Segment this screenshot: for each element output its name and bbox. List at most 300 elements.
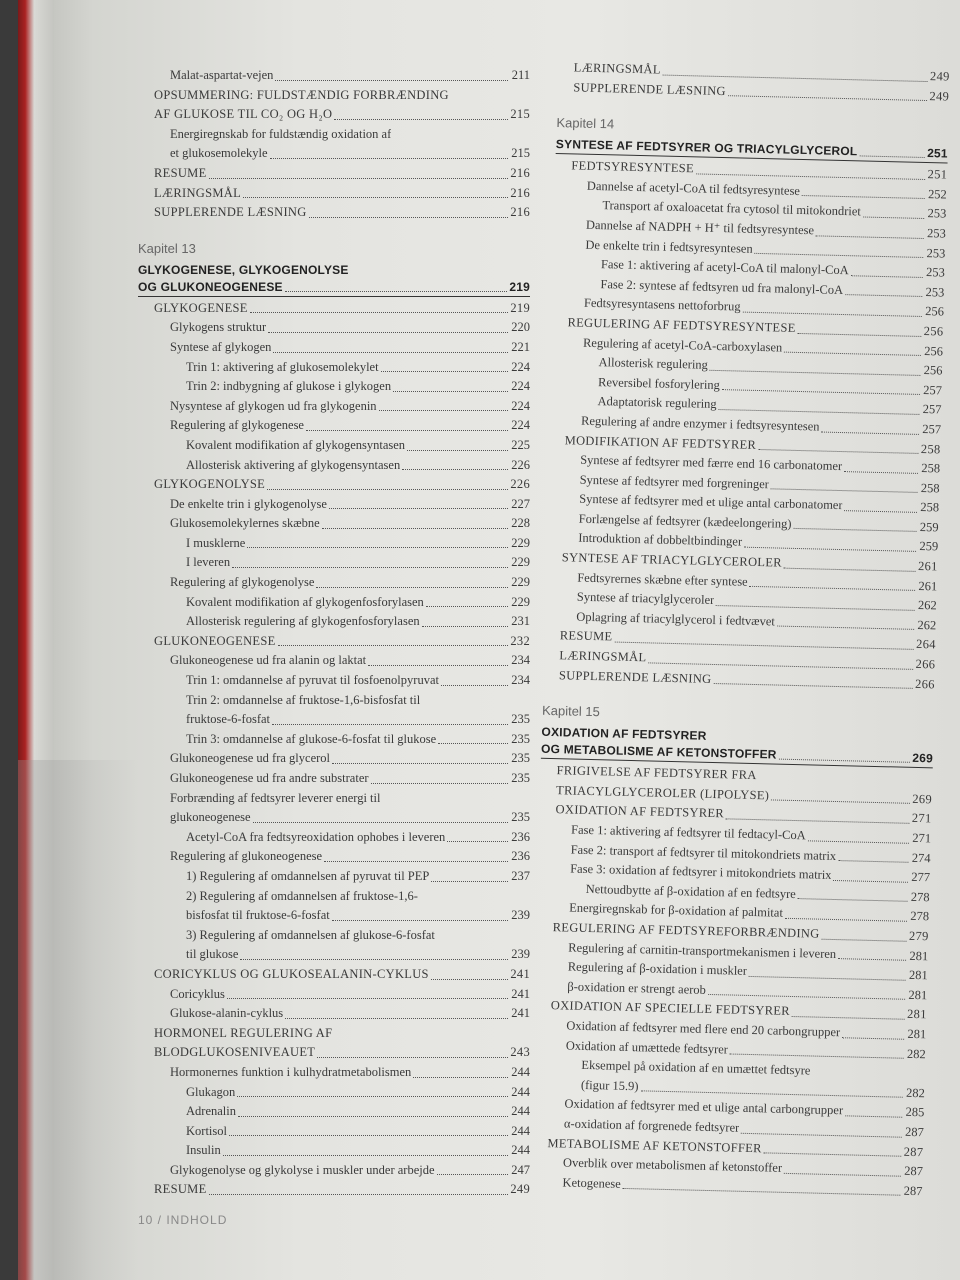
toc-leader-dots	[247, 547, 508, 548]
toc-entry-title: Kovalent modifikation af glykogenfosforylasen	[186, 594, 424, 609]
toc-entry-title: Adaptatorisk regulering	[597, 394, 717, 412]
toc-entry-title: Oplagring af triacylglycerol i fedtvævet	[576, 609, 776, 629]
toc-entry-title: REGULERING AF FEDTSYRESYNTESE	[567, 315, 796, 335]
toc-entry-title: Glukose-alanin-cyklus	[170, 1006, 284, 1021]
toc-entry-title: bisfosfat til fruktose-6-fosfat	[186, 908, 330, 923]
toc-entry-title: Eksempel på oxidation af en umættet fedtsyre	[581, 1057, 811, 1078]
toc-entry	[138, 789, 530, 809]
toc-entry-page: 281	[908, 968, 928, 983]
toc-leader-dots	[393, 391, 508, 392]
toc-entry-title: Glukoneogenese ud fra glycerol	[170, 751, 331, 766]
toc-entry	[138, 66, 530, 86]
toc-leader-dots	[273, 352, 508, 353]
toc-leader-dots	[438, 743, 508, 744]
toc-entry-page: 229	[511, 594, 530, 609]
toc-left-column	[138, 66, 530, 1200]
toc-entry-title: Kortisol	[186, 1123, 227, 1138]
toc-entry-title: De enkelte trin i fedtsyresyntesen	[585, 237, 753, 256]
toc-leader-dots	[623, 1188, 901, 1196]
toc-leader-dots	[802, 195, 925, 199]
toc-entry-title: Fedtsyresyntasens nettoforbrug	[583, 296, 741, 314]
toc-entry-title: et glukosemolekyle	[170, 146, 268, 161]
toc-entry-title: β-oxidation er strengt aerob	[567, 979, 707, 997]
toc-right-top-entries	[557, 58, 950, 107]
toc-entry-title: SYNTESE AF TRIACYLGLYCEROLER	[561, 550, 783, 570]
toc-entry-title: BLODGLUKOSENIVEAUET	[154, 1045, 316, 1060]
toc-entry-title: α-oxidation af forgrenede fedtsyrer	[563, 1116, 740, 1135]
toc-entry-page: 225	[511, 437, 530, 452]
toc-entry	[138, 553, 530, 573]
chapter-14-title: SYNTESE AF FEDTSYRER OG TRIACYLGLYCEROL	[555, 137, 858, 159]
toc-leader-dots	[784, 352, 921, 356]
toc-entry-page: 259	[919, 519, 939, 535]
toc-leader-dots	[285, 1018, 508, 1019]
toc-entry	[138, 769, 530, 789]
toc-entry-page: 271	[912, 830, 932, 846]
toc-entry-title: Glukoneogenese ud fra alanin og laktat	[170, 653, 367, 668]
toc-entry-page: 253	[926, 245, 946, 261]
toc-entry	[138, 808, 530, 828]
toc-leader-dots	[431, 979, 508, 980]
toc-entry-title: Regulering af andre enzymer i fedtsyresyntesen	[580, 413, 820, 434]
chapter-15-title-line1: OXIDATION AF FEDTSYRER	[541, 725, 707, 744]
toc-entry-page: 261	[917, 559, 938, 574]
toc-leader-dots	[267, 489, 508, 490]
toc-entry-page: 216	[510, 185, 530, 200]
toc-entry-title: De enkelte trin i glykogenolyse	[170, 496, 327, 511]
toc-entry	[138, 887, 530, 907]
toc-entry-page: 247	[511, 1162, 530, 1177]
toc-entry	[138, 985, 530, 1005]
toc-leader-dots	[381, 371, 508, 372]
toc-entry-title: Nysyntese af glykogen ud fra glykogenin	[170, 398, 377, 413]
toc-leader-dots	[771, 800, 910, 804]
toc-leader-dots	[368, 665, 508, 666]
toc-leader-dots	[317, 1057, 508, 1058]
toc-entry-page: 261	[918, 578, 938, 594]
toc-entry-title: AF GLUKOSE TIL CO₂ OG H₂O	[154, 107, 333, 122]
toc-leader-dots	[771, 489, 918, 494]
toc-leader-dots	[726, 818, 910, 823]
toc-entry-page: 244	[511, 1123, 530, 1138]
toc-entry-title: Transport af oxaloacetat fra cytosol til mitokondriet	[602, 198, 862, 219]
toc-entry-page: 287	[903, 1163, 924, 1179]
toc-entry-title: HORMONEL REGULERING AF	[154, 1025, 333, 1040]
toc-entry-title: Syntese af fedtsyrer med forgreninger	[579, 472, 770, 491]
toc-entry-title: Regulering af carnitin-transportmekanismen i leveren	[568, 940, 837, 961]
toc-entry-page: 257	[923, 382, 943, 398]
toc-entry-page: 278	[910, 909, 930, 924]
toc-leader-dots	[229, 1135, 508, 1136]
toc-entry-page: 237	[511, 868, 530, 883]
toc-leader-dots	[755, 253, 924, 258]
toc-leader-dots	[209, 178, 508, 179]
toc-entry-page: 281	[909, 948, 929, 963]
toc-entry-title: LÆRINGSMÅL	[154, 185, 242, 200]
toc-entry-page: 257	[922, 402, 942, 417]
toc-entry	[138, 612, 530, 632]
chapter-13-title-line1: GLYKOGENESE, GLYKOGENOLYSE	[138, 262, 349, 277]
toc-entry-title: SUPPLERENDE LÆSNING	[154, 205, 307, 220]
toc-entry-page: 256	[924, 304, 945, 319]
toc-entry	[138, 475, 530, 495]
toc-entry-title: LÆRINGSMÅL	[573, 60, 661, 77]
toc-leader-dots	[238, 1116, 508, 1117]
toc-entry	[138, 105, 530, 125]
toc-entry-page: 224	[511, 379, 530, 394]
toc-entry-title: METABOLISME AF KETONSTOFFER	[547, 1135, 762, 1155]
chapter-15-page: 269	[912, 751, 934, 766]
toc-entry-title: MODIFIKATION AF FEDTSYRER	[564, 432, 757, 452]
toc-entry-page: 251	[927, 167, 948, 182]
toc-entry	[138, 436, 530, 456]
toc-entry-title: OPSUMMERING: FULDSTÆNDIG FORBRÆNDING	[154, 87, 449, 102]
toc-entry-page: 243	[510, 1045, 530, 1060]
toc-leader-dots	[749, 976, 906, 981]
toc-entry-page: 253	[925, 284, 945, 300]
toc-leader-dots	[821, 938, 906, 941]
toc-leader-dots	[209, 1194, 508, 1195]
toc-entry	[138, 651, 530, 671]
toc-entry-page: 235	[511, 712, 530, 727]
toc-entry-title: SUPPLERENDE LÆSNING	[558, 667, 712, 686]
toc-leader-dots	[816, 235, 924, 239]
toc-entry-title: OXIDATION AF SPECIELLE FEDTSYRER	[550, 998, 791, 1019]
toc-entry-title: Dannelse af acetyl-CoA til fedtsyresyntese	[586, 178, 801, 198]
toc-entry-title: Fase 3: oxidation af fedtsyrer i mitokondriets matrix	[570, 861, 832, 883]
toc-entry-title: GLYKOGENOLYSE	[154, 477, 266, 492]
toc-leader-dots	[730, 1054, 904, 1059]
toc-entry	[138, 456, 530, 476]
toc-entry-page: 235	[511, 731, 530, 746]
toc-entry-page: 285	[905, 1105, 925, 1120]
toc-leader-dots	[253, 822, 508, 823]
toc-entry	[138, 965, 530, 985]
toc-entry-title: Reversibel fosforylering	[597, 374, 721, 392]
toc-leader-dots	[275, 80, 508, 81]
toc-entry-page: 249	[929, 88, 950, 104]
toc-entry-page: 256	[924, 343, 944, 359]
book-spine-edge	[18, 0, 54, 1280]
toc-leader-dots	[821, 431, 919, 434]
toc-entry	[138, 299, 530, 319]
toc-entry-title: Fase 2: syntese af fedtsyren ud fra malonyl-CoA	[600, 276, 844, 297]
toc-entry-title: Trin 1: aktivering af glukosemolekylet	[186, 359, 379, 374]
toc-leader-dots	[722, 389, 920, 395]
toc-entry-title: RESUME	[559, 628, 613, 644]
toc-entry-page: 264	[915, 637, 936, 652]
toc-leader-dots	[447, 841, 508, 842]
toc-entry-title: Trin 1: omdannelse af pyruvat til fosfoenolpyruvat	[186, 673, 439, 688]
toc-leader-dots	[744, 547, 916, 552]
toc-entry-title: Glykogenolyse og glykolyse i muskler under arbejde	[170, 1162, 435, 1177]
toc-entry-title: til glukose	[186, 947, 239, 962]
toc-entry-title: Allosterisk regulering af glykogenfosforylasen	[186, 614, 420, 629]
toc-leader-dots	[371, 783, 508, 784]
toc-leader-dots	[437, 1174, 508, 1175]
toc-entry-title: Energiregnskab for β-oxidation af palmitat	[569, 900, 784, 921]
toc-entry-page: 244	[511, 1084, 530, 1099]
book-page	[18, 0, 960, 1280]
toc-entry-title: SUPPLERENDE LÆSNING	[573, 79, 727, 98]
toc-entry	[138, 534, 530, 554]
toc-entry	[138, 945, 530, 965]
toc-leader-dots	[842, 1037, 904, 1040]
toc-entry-title: Syntese af triacylglyceroler	[576, 589, 715, 608]
toc-leader-dots	[332, 763, 508, 764]
toc-entry-page: 259	[919, 539, 939, 554]
toc-entry-title: Energiregnskab for fuldstændig oxidation af	[170, 126, 392, 141]
toc-entry-page: 256	[923, 323, 944, 339]
toc-entry-page: 226	[510, 477, 530, 492]
toc-entry-title: Dannelse af NADPH + H⁺ til fedtsyresyntese	[585, 217, 815, 238]
toc-entry-page: 278	[910, 889, 930, 905]
toc-entry-title: LÆRINGSMÅL	[559, 648, 647, 665]
toc-entry	[138, 164, 530, 184]
toc-entry-page: 215	[510, 107, 530, 122]
toc-entry-page: 236	[511, 829, 530, 844]
toc-entry	[138, 1004, 530, 1024]
toc-leader-dots	[792, 1016, 905, 1020]
toc-leader-dots	[316, 587, 508, 588]
toc-entry-title: Oxidation af fedtsyrer med flere end 20 carbongrupper	[566, 1018, 841, 1040]
toc-leader-dots	[413, 1077, 508, 1078]
chapter-15-entries	[530, 761, 932, 1202]
toc-entry	[138, 358, 530, 378]
toc-entry	[138, 847, 530, 867]
toc-entry-page: 224	[511, 418, 530, 433]
toc-entry-title: Forbrænding af fedtsyrer leverer energi til	[170, 790, 381, 805]
toc-leader-dots	[750, 586, 916, 591]
toc-entry-title: CORICYKLUS OG GLUKOSEALANIN-CYKLUS	[154, 966, 429, 981]
toc-entry	[138, 1161, 530, 1181]
toc-entry-page: 220	[511, 320, 530, 335]
toc-entry-title: RESUME	[154, 165, 207, 180]
toc-entry	[138, 730, 530, 750]
toc-entry-title: I musklerne	[186, 535, 246, 550]
toc-entry-page: 287	[904, 1124, 925, 1140]
toc-leader-dots	[696, 173, 925, 180]
toc-entry-page: 287	[903, 1144, 924, 1159]
toc-entry-page: 224	[511, 398, 530, 413]
toc-entry	[138, 338, 530, 358]
toc-entry	[138, 203, 530, 223]
toc-leader-dots	[441, 685, 508, 686]
toc-entry	[138, 416, 530, 436]
toc-entry-page: 216	[510, 205, 530, 220]
toc-entry-page: 262	[917, 617, 937, 633]
toc-entry	[138, 144, 530, 164]
toc-entry-title: Hormonernes funktion i kulhydratmetabolismen	[170, 1064, 412, 1079]
toc-entry-page: 216	[510, 165, 530, 180]
toc-leader-dots	[426, 606, 508, 607]
toc-leader-dots	[719, 409, 920, 415]
toc-entry	[138, 1180, 530, 1200]
toc-entry-title: Allosterisk regulering	[598, 355, 709, 372]
toc-entry-page: 269	[912, 791, 933, 807]
toc-entry-title: Regulering af glykogenese	[170, 418, 304, 433]
toc-entry-page: 253	[927, 206, 947, 221]
toc-entry-page: 226	[511, 457, 530, 472]
toc-leader-dots	[431, 881, 508, 882]
toc-entry-title: fruktose-6-fosfat	[186, 712, 270, 727]
toc-entry-page: 281	[906, 1007, 927, 1022]
toc-entry-page: 241	[511, 986, 530, 1001]
toc-entry-title: Forlængelse af fedtsyrer (kædeelongering)	[578, 511, 792, 531]
toc-leader-dots	[844, 471, 918, 474]
toc-entry-title: Overblik over metabolismen af ketonstoffer	[562, 1155, 783, 1175]
toc-leader-dots	[379, 410, 508, 411]
toc-entry	[138, 377, 530, 397]
toc-leader-dots	[784, 1173, 901, 1177]
toc-entry-title: GLUKONEOGENESE	[154, 633, 276, 648]
toc-entry-page: 277	[911, 870, 931, 885]
toc-leader-dots	[838, 958, 906, 961]
toc-leader-dots	[278, 645, 508, 646]
toc-entry	[138, 1141, 530, 1161]
toc-leader-dots	[402, 469, 508, 470]
toc-entry-title: Fedtsyrernes skæbne efter syntese	[577, 570, 748, 589]
toc-entry-title: RESUME	[154, 1182, 207, 1197]
toc-entry-page: 274	[911, 850, 931, 865]
toc-entry	[138, 318, 530, 338]
toc-entry-page: 231	[511, 614, 530, 629]
toc-entry-page: 239	[511, 947, 530, 962]
toc-entry	[138, 495, 530, 515]
toc-entry-title: REGULERING AF FEDTSYREFORBRÆNDING	[552, 920, 820, 941]
toc-entry	[138, 397, 530, 417]
toc-leader-dots	[240, 959, 508, 960]
toc-entry-page: 234	[511, 653, 530, 668]
toc-leader-dots	[784, 567, 916, 571]
toc-leader-dots	[851, 275, 923, 278]
toc-entry-page: 229	[511, 535, 530, 550]
toc-leader-dots	[407, 450, 508, 451]
toc-entry-page: 282	[906, 1046, 926, 1061]
toc-entry-page: 266	[915, 656, 936, 672]
toc-entry-page: 257	[922, 421, 942, 437]
toc-entry-page: 262	[917, 598, 937, 613]
toc-entry-title: Oxidation af fedtsyrer med et ulige antal carbongrupper	[564, 1096, 844, 1118]
toc-leader-dots	[728, 95, 927, 101]
toc-entry	[138, 906, 530, 926]
toc-entry	[138, 828, 530, 848]
toc-entry	[138, 593, 530, 613]
toc-entry-page: 258	[921, 461, 941, 476]
toc-entry-title: Regulering af glykogenolyse	[170, 575, 315, 590]
toc-entry	[138, 184, 530, 204]
toc-leader-dots	[223, 1155, 508, 1156]
toc-entry	[138, 86, 530, 106]
toc-entry	[138, 514, 530, 534]
toc-entry-title: OXIDATION AF FEDTSYRER	[555, 802, 725, 821]
toc-entry-page: 281	[908, 987, 928, 1003]
toc-entry-title: Insulin	[186, 1143, 221, 1158]
chapter-13-title-row	[138, 279, 530, 297]
toc-leader-dots	[237, 1096, 508, 1097]
toc-entry-page: 224	[511, 359, 530, 374]
page-footer: 10 / INDHOLD	[138, 1213, 228, 1227]
toc-leader-dots	[758, 449, 918, 454]
toc-entry-title: Nettoudbytte af β-oxidation af en fedtsyre	[585, 881, 796, 901]
toc-entry-page: 252	[927, 186, 947, 202]
toc-entry-page: 244	[511, 1104, 530, 1119]
toc-entry-page: 253	[926, 226, 946, 241]
toc-leader-dots	[422, 626, 508, 627]
toc-leader-dots	[777, 626, 914, 630]
toc-leader-dots	[764, 1152, 902, 1156]
toc-entry-title: Glukoneogenese ud fra andre substrater	[170, 771, 369, 785]
toc-leader-dots	[863, 216, 924, 219]
toc-left-top-entries	[138, 66, 530, 223]
toc-leader-dots	[713, 683, 912, 689]
toc-entry-title: 1) Regulering af omdannelsen af pyruvat til PEP	[186, 868, 430, 883]
toc-entry-title: Regulering af acetyl-CoA-carboxylasen	[582, 335, 783, 355]
chapter-15-title-line2: OG METABOLISME AF KETONSTOFFER	[540, 742, 777, 762]
toc-entry-title: Fase 1: aktivering af acetyl-CoA til malonyl-CoA	[600, 257, 849, 278]
toc-leader-dots	[798, 332, 922, 336]
toc-entry-title: FRIGIVELSE AF FEDTSYRER FRA	[556, 763, 757, 783]
toc-entry-page: 241	[510, 966, 530, 981]
toc-entry-title: Fase 2: transport af fedtsyrer til mitokondriets matrix	[570, 842, 837, 863]
chapter-13-title-line2: OG GLUKONEOGENESE	[138, 279, 283, 294]
toc-leader-dots	[808, 840, 909, 843]
toc-entry	[138, 691, 530, 711]
toc-leader-dots	[306, 430, 508, 431]
toc-entry-title: Adrenalin	[186, 1104, 236, 1119]
toc-leader-dots	[329, 508, 508, 509]
toc-entry-title: Kovalent modifikation af glykogensyntasen	[186, 437, 406, 452]
toc-entry-page: 235	[511, 771, 530, 785]
toc-leader-dots	[845, 1115, 902, 1117]
toc-leader-dots	[334, 119, 508, 120]
chapter-15-label: Kapitel 15	[541, 703, 601, 720]
toc-entry	[138, 867, 530, 887]
toc-right-column	[530, 58, 950, 1202]
toc-leader-dots	[798, 898, 908, 902]
toc-leader-dots	[243, 197, 508, 198]
toc-entry-page: 282	[905, 1085, 925, 1100]
toc-entry	[138, 125, 530, 145]
chapter-14-page: 251	[926, 146, 948, 161]
toc-entry-page: 279	[908, 928, 929, 944]
toc-entry	[138, 573, 530, 593]
toc-entry-page: 266	[914, 676, 935, 692]
toc-leader-dots	[793, 528, 916, 532]
toc-leader-dots	[838, 860, 908, 863]
toc-entry-page: 244	[511, 1064, 530, 1079]
chapter-14-entries	[543, 156, 948, 694]
toc-leader-dots	[324, 861, 508, 862]
toc-entry-title: Allosterisk aktivering af glykogensyntasen	[186, 457, 401, 472]
chapter-13-entries	[138, 299, 530, 1200]
toc-entry-title: Fase 1: aktivering af fedtsyrer til fedtacyl-CoA	[570, 822, 806, 843]
toc-entry-page: 287	[903, 1183, 923, 1198]
toc-entry	[138, 710, 530, 730]
toc-entry-page: 241	[511, 1006, 530, 1021]
toc-entry	[138, 926, 530, 946]
toc-entry-page: 236	[511, 849, 530, 864]
toc-entry-page: 249	[929, 69, 950, 84]
toc-leader-dots	[716, 605, 915, 611]
toc-entry	[138, 671, 530, 691]
toc-entry	[138, 1043, 530, 1063]
toc-entry-title: Oxidation af umættede fedtsyrer	[565, 1038, 729, 1056]
toc-entry-page: 258	[920, 441, 941, 456]
toc-entry-title: TRIACYLGLYCEROLER (LIPOLYSE)	[555, 782, 770, 803]
toc-entry-title: 3) Regulering af omdannelsen af glukose-6-fosfat	[186, 927, 435, 942]
toc-entry-title: Syntese af fedtsyrer med et ulige antal carbonatomer	[579, 491, 843, 513]
